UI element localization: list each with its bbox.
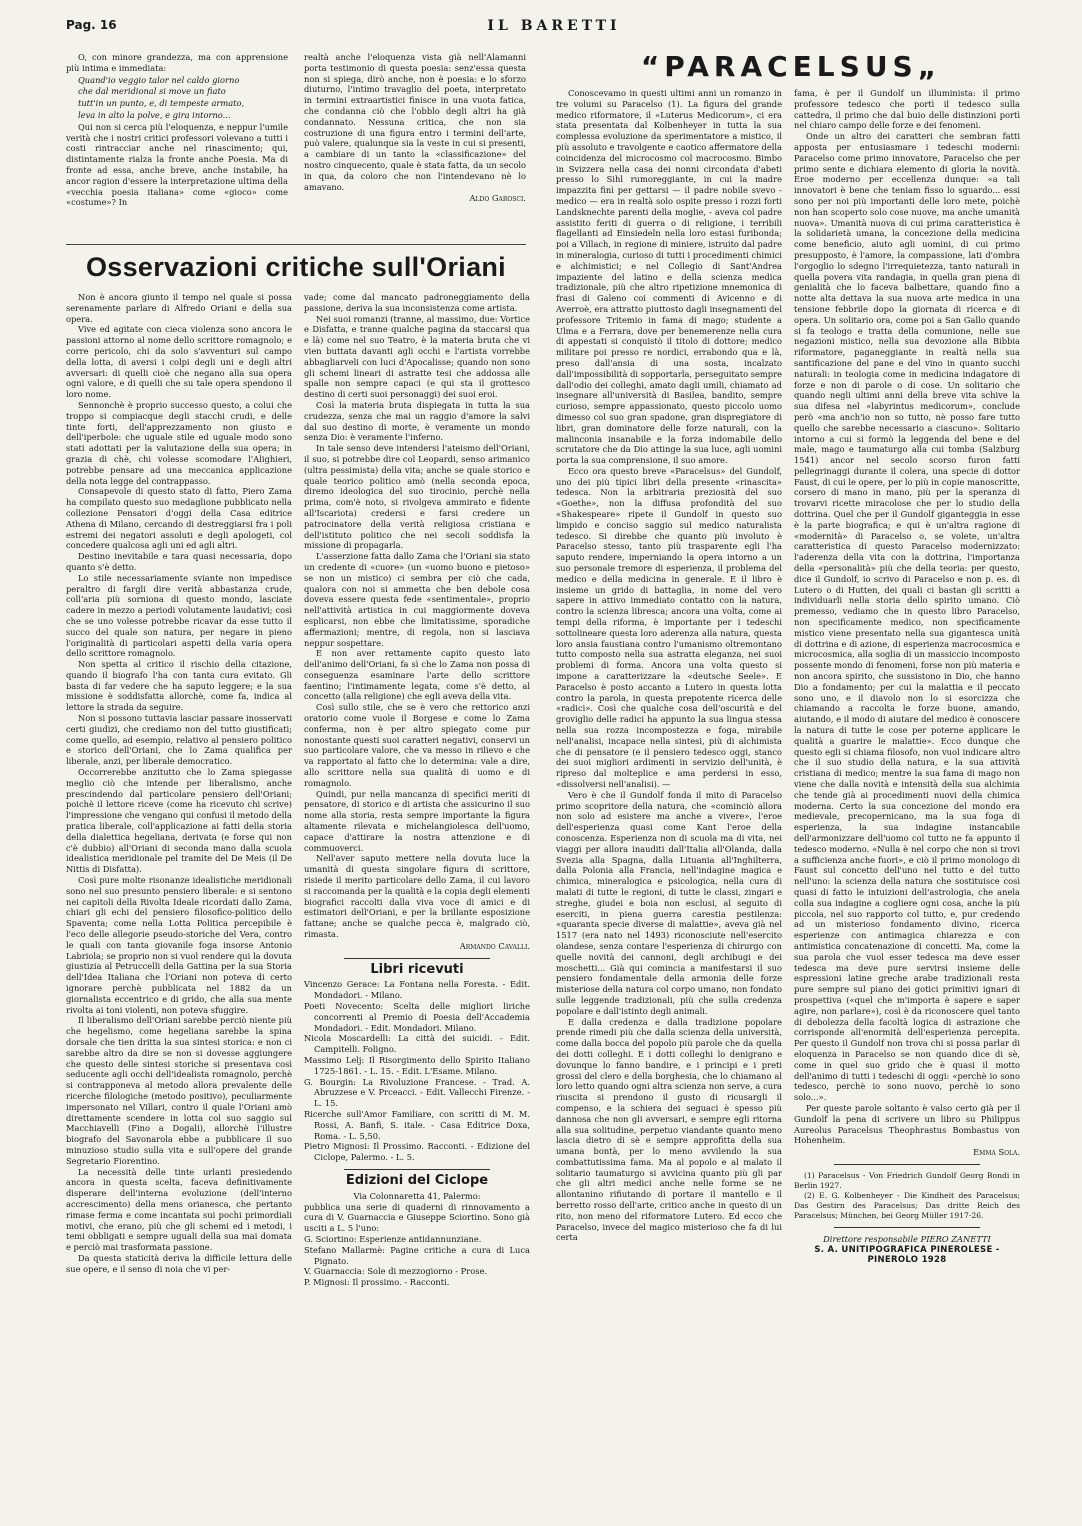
oriani-paragraph: Consapevole di questo stato di fatto, Piero Zama ha compilato questo suo medaglione pubblicato nella collezione Pensatori d'oggi della Casa editrice Athena di Milano, cercando di destreggiarsi fra i poli estremi dei negatori assoluti e degli apologeti, col concedere qualcosa agli uni ed agli altri.	[66, 486, 292, 551]
footnotes	[794, 1171, 1020, 1221]
book-entry: Ricerche sull'Amor Familiare, con scritti di M. M. Rossi, A. Banfi, S. itale. - Casa Editrice Doxa, Roma. - L. 5,50.	[304, 1108, 530, 1141]
oriani-paragraph: Da questa staticità deriva la difficile lettura delle sue opere, e il senso di noia che vi per-	[66, 1252, 292, 1274]
verse-line: Quand'io veggio talor nel caldo giorno	[78, 74, 240, 85]
oriani-paragraph: Così sullo stile, che se è vero che rettorico anzi oratorio come vuole il Borgese e come lo Zama conferma, non è per altro spiegato come pur nonostante questi suoi caratteri negativi, conservi un suo particolare valore, che va messo in rilievo e che va rapportato al fatto che lo determina: vale a dire, allo scrittore nella sua qualità di uomo e di romagnolo.	[304, 702, 530, 788]
verse-line: tutt'in un punto, e, di tempeste armato,	[78, 98, 245, 109]
oriani-paragraph: vade; come dal mancato padroneggiamento della passione, deriva la sua inconsistenza come artista.	[304, 292, 530, 313]
divider	[834, 1227, 980, 1228]
footnote: (2) E. G. Kolbenheyer - Die Kindheit des Paracelsus; Das Gestirn des Paracelsus; Das dritte Reich des Paracelsus; München, bei Georg Müller 1917-26.	[794, 1190, 1020, 1220]
director-line: Direttore responsabile PIERO ZANETTI	[823, 1233, 991, 1244]
paracelsus-paragraph: E dalla credenza e dalla tradizione popolare prende rimedi più che dalla scienza della università, come dalla bocca del popolo più parole che da quella dei dotti colleghi. E i dotti colleghi lo denigrano e dovunque lo fanno bandire, e i principi e i preti grossi del clero e della borghesia, che lo chiamano al loro letto quando ogni altra scienza non serve, a cura riuscita si prendono il gusto di ricusargli il compenso, e la schiera dei seguaci è spesso più dannosa che non gli avversari, e sempre egli ritorna alla sua solitudine, perpetuo viandante quanto meno lascia dietro di sè e sempre approfitta della sua umana bontà, per lo meno avvilendo la sua combattutissima fama. Ma al popolo e al malato il solitario taumaturgo si avvicina quanto più gli par che gli altri medici anche nelle forme se ne allontanino rifiutando di portare il mantello e il berretto rosso dell'arte, critico anche in questo di un rito, non meno del riformatore Lutero. Ed ecco che Paracelso, invece del magico misterioso che fa di lui certa	[556, 1016, 782, 1243]
paracelsus-paragraph: Conoscevamo in questi ultimi anni un romanzo in tre volumi su Paracelso (1). La figura del grande medico riformatore, il «Luterus Medicorum», ci era stata presentata dal Kolbenheyer in tutta la sua complessa evoluzione da sperimentatore a mistico, il più assoluto e travolgente e caotico affermatore della coincidenza del microcosmo col macrocosmo. Bimbo in Svizzera nella casa dei nonni circondata d'abeti presso lo Sihl rumoreggiante, in cui la madre impazzita finì per gettarsi — il padre nobile svevo - medico — era in realtà solo ospite presso i rozzi forti Landsknechte parenti della moglie, - aveva col padre assistito feriti di guerra o di religione, i terribili flagellanti ad Einsiedeln nella loro estasi furibonda; poi a Villach, in regione di miniere, istruito dal padre in mineralogia, curioso di tutti i procedimenti chimici e alchimistici; e nel Collegio di Sant'Andrea impaziente del latino e della scienza medica tradizionale, più che altro ripetizione mnemonica di frasi di Galeno coi commenti di Avicenno e di Averroè, era attratto piuttosto dagli insegnamenti del professore Tritemio in fama di mago; studente a Ulma e a Ferrara, dove per benemerenze nella cura di appestati si conquistò il titolo di dottore; medico militare poi presso re nordici, errabondo qua e là, preso dall'ansia di una sosta, incalzato dall'impossibilità di sopportarla, perseguitato sempre dall'odio dei colleghi, amato dagli umili, chiamato ad insegnare all'università di Basilea, bandito, sempre curioso, sempre appassionato, questo piccolo uomo dimesso col suo gran spadone, gran dispregiatore di libri, gran dominatore delle forze naturali, con la malinconia insanabile e la forza indomabile dello scrutatore che da Dio attinge la sua luce, agli uomini porta la sua comprensione, il suo amore.	[556, 88, 782, 466]
divider	[344, 1169, 490, 1170]
oriani-paragraph: Quindi, pur nella mancanza di specifici meriti di pensatore, di storico e di artista che assicurino il suo nome alla storia, resta sempre importante la figura altamente rilevata e michelangiolesca dell'uomo, capace d'attirare la nostra attenzione e di commuoverci.	[304, 788, 530, 853]
oriani-paragraph: Vive ed agitate con cieca violenza sono ancora le passioni attorno al nome dello scrittore romagnolo; e corre pericolo, chi da solo s'avventuri sul campo della lotta, di aversi i colpi degli uni e degli altri avversari: di quelli cioè che negano alla sua opera ogni valore, e di quelli che su tale opera spendono il loro nome.	[66, 324, 292, 400]
ciclope-entry: V. Guarnaccia: Sole di mezzogiorno - Prose.	[304, 1266, 488, 1277]
ciclope-address: Via Colonnaretta 41, Palermo:	[353, 1190, 481, 1201]
paracelsus-column-1	[556, 88, 782, 1522]
book-entry: Massimo Lelj: Il Risorgimento dello Spirito Italiano 1725-1861. - L. 15. - Edit. L'Esame. Milano.	[304, 1054, 530, 1076]
ciclope-intro: pubblica una serie di quaderni di rinnovamento a cura di V. Guarnaccia e Giuseppe Sciortino. Sono già usciti a L. 5 l'uno:	[304, 1201, 530, 1234]
ciclope-entry: Stefano Mallarmè: Pagine critiche a cura di Luca Pignato.	[304, 1244, 530, 1266]
oriani-column-2	[304, 292, 530, 1522]
section-divider	[66, 244, 526, 245]
book-entry: G. Bourgin: La Rivoluzione Francese. - Trad. A. Abruzzese e V. Prceacci. - Edit. Vallecchi Firenze. - L. 15.	[304, 1076, 530, 1109]
divider	[834, 1164, 980, 1165]
oriani-paragraph: Lo stile necessariamente sviante non impedisce peraltro di fargli dire verità abbastanza crude, coll'aria più sorniona di questo mondo, lasciate cadere in mezzo a periodi volutamente laudativi; così che se uno volesse potrebbe ricavar da esse tutto il succo del quale son natura, per negare in pieno l'originalità di particolari aspetti della varia opera dello scrittore romagnolo.	[66, 572, 292, 659]
paracelsus-paragraph: Vero è che il Gundolf fonda il mito di Paracelso primo scopritore della natura, che «cominciò allora non solo ad esistere ma anche a vivere», l'eroe dell'esperienza quasi come Kant l'eroe della conoscenza. Esperienza non di scuola ma di vita, nei viaggi per allora inauditi dall'Italia all'Olanda, dalla Svezia alla Spagna, dalla Lituania all'Inghilterra, dalla Polonia alla Francia, nell'indagine magica e chimica, mineralogica e psicologica, nella cura di malati di tutte le regioni, di tutte le classi, zingari e streghe, giudei e boia non esclusi, al seguito di eserciti, in piena guerra carestia pestilenza: «quaranta specie diverse di malattie», aveva già nel 1517 (era nato nel 1493) riconosciute nell'esercito olandese, senza contare l'esperienza di chirurgo con quelle novità dei cannoni, degli archibugi e dei moschetti... Già qui comincia a manifestarsi il suo pensiero fondamentale della armonia delle forze misteriose della natura col corpo umano, non fondato sulle leggende tradizionali, più che sulla credenza popolare e dall'istinto degli animali.	[556, 789, 782, 1016]
garosci-column-2	[304, 52, 526, 238]
oriani-paragraph: Così la materia bruta dispiegata in tutta la sua crudezza, senza che mai un raggio d'amore la salvi dal suo destino di morte, è veramente un mondo senza Dio: è veramente l'inferno.	[304, 399, 530, 443]
oriani-paragraph: La necessità delle tinte urlanti presiedendo ancora in questa scelta, faceva definitivamente disperare dell'interna evoluzione (dell'interno accrescimento) della mens orianesca, che pertanto rimase ferma e come incantata sui pochi primordiali motivi, che erano, più che gli schemi ed i metodi, i temi obbligati e sempre uguali della sua mai domata e perciò mai trasformata passione.	[66, 1166, 292, 1253]
masthead	[66, 18, 1042, 40]
paracelsus-title: “PARACELSUS„	[640, 50, 942, 83]
page-number: Pag. 16	[66, 18, 117, 32]
oriani-paragraph: Nell'aver saputo mettere nella dovuta luce la umanità di questa singolare figura di scrittore, risiede il merito particolare dello Zama, il cui lavoro si raccomanda per la qualità e la copia degli elementi biografici raccolti dalla viva voce di amici e di estimatori dell'Oriani, e per la brillante esposizione fattane; anche se qualche pecca è, malgrado ciò, rimasta.	[304, 853, 530, 940]
paracelsus-paragraph: Onde un altro dei caratteri che sembran fatti apposta per entusiasmare i tedeschi moderni: Paracelso come primo innovatore, Paracelso che per primo sente e dichiara elemento di gloria la novità. Eroe moderno per eccellenza dunque: «a tali innovatori è bene che teniam fisso lo sguardo... essi sono per noi più importanti delle loro mete, poichè non han scoperto solo cose nuove, ma anche umanità nuova». Umanità nuova di cui prima caratteristica è la solidarietà umana, la concezione della medicina come beneficio, aiuto agli uomini, di cui primo presupposto, è l'amore, la compassione, lati d'ombra l'orgoglio lo sdegno l'irrequietezza, tanto naturali in quella povera vita randagia, in quella gran piena di genialità che lo faceva balbettare, quando fino a notte alta dettava la sua nuova arte medica in una tensione febbrile dopo la giornata di ricerca e di opera. Un solitario ora, come poi a San Gallo quando si fa teologo e tratta della comunione, nelle sue negazioni mistico, nella sua devozione alla Bibbia riformatore, paganeggiante in realtà nella sua santificazione del pane e del vino in quanto succhi naturali: in teologia come in medicina indagatore di forze e non di parole o di cose. Un solitario che quando negli ultimi anni della breve vita schive la sua difesa nel «labyrintus medicorum», conclude però «ma anch'io non so tutto, nè posso fare tutto quello che sarebbe necessario a ciascuno». Solitario intorno a cui si formò la leggenda del bene e del male, mago e taumaturgo alla cui tomba (Salzburg 1541) ancor nel secolo scorso furon fatti pellegrinaggi durante il colera, una specie di dottor Faust, di cui le opere, per lo più in copie manoscritte, corsero di mano in mano, più per la speranza di trovarvi ricette miracolose che per lo studio della dottrina. Quel che per il Gundolf giganteggia in esse è la parte biografica; e qui è un'altra ragione di «modernità» di Paracelso o, se volete, un'altra caratteristica di questo Paracelso modernizzato: l'aderenza della vita con la dottrina, l'importanza della «personalità» più che della teoria: per questo, dice il Gundolf, io scrivo di Paracelso e non p. es. di Lutero o di Hutten, dei quali ci bastan gli scritti a individuarli nella storia dello spirito umano. Ciò premesso, vediamo che in questo libro Paracelso, non specificamente medico, non specificamente mistico viene presentato nella sua gigantesca unità di dottrina e di azione, di esperienza macrocosmica e microcosmica, alla soglia di un massiccio incomposto possente mondo di fenomeni, forse non più materia e non ancora spirito, che sussistono in Dio, che hanno Dio a fondamento; per cui la malattia e il peccato sono uno, e il diavolo non lo si esorcizza che chiamando a raccolta le forze buone, amando, aiutando, e il modo di aiutare del medico è conoscere la natura di tutte le cose per poterne applicare le qualità a guarire le malattie». Ecco dunque che questo egli si chiama filosofo, non vuol indicare altro che il suo studio della natura, e la sua attività cristiana di medico; mentre la sua fama di mago non viene che dalla novità e intensità della sua alchimia che tende già ai procedimenti nuovi della chimica moderna. Certo la sua concezione del mondo era medievale, precopernicano, ma la sua foga di esperienza, la sua indagine instancabile dell'armonizzare dell'uomo col tutto ne fa appunto il tedesco moderno. «Nulla è nel corpo che non si trovi a sufficienza anche fuori», e ciò il primo monologo di Faust sul concetto dell'uno nel tutto e del tutto nell'uno: la scienza della natura che sostituisce così quasi di fatto le intuizioni dell'astrologia, che anela colla sua indagine a cogliere ogni cosa, anche la più piccola, nel suo rapporto col tutto, e, pur credendo ad un misterioso fondamento divino, ricerca esperienze con antimagica chiarezza e con antimistica concatenazione di concetti. Ma, come la sua parola che vuol esser tedesca ma deve esser tedesca ma deve pure servirsi insieme delle espressioni latine greche arabe tradizionali resta pure sempre sul piano dei gotici primitivi ignari di prospettiva («quel che m'importa è sapere e saper agire, non parlare»), così è da riconoscere quel tanto di debolezza della facoltà logica di astrazione che corrisponde all'enormità dell'esperienza percepita. Per questo il Gundolf non trova chi si possa parlar di eloquenza in Paracelso se non quando dice di sè, come in quel suo grido che è quasi il motto dell'animo di tutti i tedeschi di oggi: «perchè io sono tedesco, perchè io sono nuovo, perchè io sono solo...».	[794, 131, 1020, 1103]
oriani-paragraph: Così pure molte risonanze idealistiche meridionali sono nel suo presunto pensiero liberale: e si sentono nei capitoli della Rivolta Ideale ricordati dallo Zama, chiari gli echi del pensiero filosofico-politico dello Spaventa; come nella Lotta Politica percepibile è l'eco delle allegorie pseudo-storiche del Vera, contro le quali con tanta giovanile foga insorse Antonio Labriola; se proprio non si vuol rendere qui la dovuta giustizia al Petruccelli della Gattina per la sua Storia dell'Idea Italiana che l'Oriani non poteva di certo ignorare perchè pubblicata nel 1882 da un giornalista eccentrico e di grido, che alla sua mente rivolta ai toni violenti, non poteva sfuggire.	[66, 875, 292, 1015]
garosci-paragraph: realtà anche l'eloquenza vista già nell'Alamanni porta testimonio di questa poesia: senz'essa questa non si spiega, dirò anche, non è poesia: e lo sforzo diuturno, l'intimo travaglio del poeta, interpretato in termini extraartistici finisce in una vuota fatica, che condanna ciò che l'obblo degli altri ha già condannato. Nessuna critica, che non sia costruzione di una figura entro i termini dell'arte, può valere, qualunque sia la veste in cui si presenti, a cambiare di un tanto la «classificazione» del nostro cinquecento, quale è stata fatta, da un secolo in qua, da coloro che non l'intendevano nè lo amavano.	[304, 52, 526, 192]
ciclope-entry: G. Sciortino: Esperienze antidannunziane.	[304, 1233, 482, 1244]
paracelsus-paragraph: fama, è per il Gundolf un illuminista: il primo professore tedesco che portì il tedesco sulla cattedra, il primo che dal buio delle distinzioni portì nel chiaro campo delle forze e dei fenomeni.	[794, 88, 1020, 131]
ciclope-heading: Edizioni del Ciclope	[345, 1172, 489, 1188]
oriani-title: Osservazioni critiche sull'Oriani	[86, 252, 506, 282]
garosci-paragraph: O, con minore grandezza, ma con apprensione più intima e immediata:	[66, 52, 288, 73]
oriani-paragraph: Non spetta al critico il rischio della citazione, quando il biografo l'ha con tanta cura evitato. Gli basta di far vedere che ha saputo leggere; e la sua missione è soddisfatta allorchè, come fa, indica al lettore la strada da seguire.	[66, 659, 292, 713]
printer-line: S. A. UNITIPOGRAFICA PINEROLESE - PINEROLO 1928	[814, 1244, 1000, 1266]
oriani-column-1	[66, 292, 292, 1522]
ciclope-entry: P. Mignosi: Il prossimo. - Racconti.	[304, 1277, 450, 1288]
oriani-paragraph: Non si possono tuttavia lasciar passare inosservati certi giudizi, che crediamo non del tutto giustificati; come quello, ad esempio, relativo al pensiero politico e storico dell'Oriani, che lo Zama qualifica per liberale, anzi, per liberale democratico.	[66, 713, 292, 767]
paracelsus-paragraph: Per queste parole soltanto è valso certo già per il Gundolf la pena di scrivere un libro su Philippus Aureolus Paracelsus Theophrastus Bombastus von Hohenheim.	[794, 1102, 1020, 1146]
oriani-paragraph: L'asserzione fatta dallo Zama che l'Oriani sia stato un credente di «cuore» (un «uomo buono e pietoso» se non un mistico) ci sembra per ciò che cada, qualora con noi si ammetta che ben debole cosa doveva essere questa fede «sentimentale», proprio nell'attività artistica in cui maggiormente doveva esplicarsi, non ebbe che limitatissime, sporadiche affermazioni; mentre, di regola, non si lasciava neppur sospettare.	[304, 551, 530, 648]
paracelsus-signature: Emma Sola.	[973, 1147, 1020, 1158]
oriani-paragraph: E non aver rettamente capito questo lato dell'animo dell'Oriani, fa sì che lo Zama non possa di conseguenza esaminare l'arte dello scrittore faentino; l'intimamente legata, come s'è detto, al concetto (alla religione) che egli aveva della vita.	[304, 648, 530, 702]
garosci-signature: Aldo Garosci.	[469, 193, 526, 204]
oriani-paragraph: Nei suoi romanzi (tranne, al massimo, due: Vortice e Disfatta, e tranne qualche pagina da staccarsi qua e là) come nel suo Teatro, è la materia bruta che vi vien buttata davanti agli occhi e l'artista vorrebbe abbagliarveli con luci d'Apocalisse; quando non sono gli schemi lineari di astratte tesi che addossa alle spalle non sempre capaci (e qui sta il grottesco destino di certi suoi personaggi) dei suoi eroi.	[304, 313, 530, 400]
verse-line: leva in alto la polve, e gira intorno...	[78, 109, 231, 120]
oriani-paragraph: Occorrerebbe anzitutto che lo Zama spiegasse meglio ciò che intende per liberalismo, anche prescindendo dal particolare pensiero dell'Oriani; poichè il lettore riceve (come ha ricevuto chi scrive) l'impressione che vengano qui confusi il metodo della pratica liberale, coll'applicazione ai fatti della storia della dialettica hegeliana, derivata (e forse qui non c'è dubbio) all'Oriani di seconda mano dalla scuola idealistica meridionale pel tramite del De Meis (il De Nittis di Disfatta).	[66, 767, 292, 875]
oriani-paragraph: Destino inevitabile e tara quasi necessaria, dopo quanto s'è detto.	[66, 551, 292, 572]
garosci-column-1	[66, 52, 288, 238]
journal-title: IL BARETTI	[487, 18, 621, 34]
book-entry: Pietro Mignosi: Il Prossimo. Racconti. - Edizione del Ciclope, Palermo. - L. 5.	[304, 1141, 530, 1163]
book-entry: Poeti Novecento: Scelta delle migliori liriche concorrenti al Premio di Poesia dell'Accademia Mondadori. - Edit. Mondadori. Milano.	[304, 1001, 530, 1033]
oriani-paragraph: Non è ancora giunto il tempo nel quale si possa serenamente parlare di Alfredo Oriani e della sua opera.	[66, 292, 292, 324]
oriani-paragraph: Il liberalismo dell'Oriani sarebbe perciò niente più che hegelismo, come hegeliana sarebbe la spina dorsale che tien dritta la sua sintesi storica: e non ci sarebbe altro da dire se non si dovesse aggiungere che questo delle sintesi storiche si presentava così seducente agli occhi dell'idealista romagnolo, perchè si contrapponeva al metodo allora prevalente delle ricerche filologiche (metodo positivo), peculiarmente impersonato nel Villari, contro il quale l'Oriani amò direttamente scendere in lotta col suo saggio sul Macchiavelli (Fino a Dogali), allorchè l'illustre biografo del Savonarola ebbe a pubblicare il suo minuzioso studio sulla vita e sull'opere del grande Segretario Fiorentino.	[66, 1015, 292, 1166]
paracelsus-paragraph: Ecco ora questo breve «Paracelsus» del Gundolf, uno dei più tipici libri della presente «rinascita» tedesca. Non la arbitraria preziosità del suo «Goethe», non la diffusa profondità del suo «Shakespeare» ripete il Gundolf in questo suo limpido e conciso saggio sul medico naturalista tedesco. Si direbbe che quanto più involuto è Paracelso stesso, tanto più trasparente egli l'ha saputo rendere, imperniando la opera intorno a un suo personale tremore di esperienza, il problema del medico e della medicina in generale. E il libro è insieme un grido di battaglia, in nome del vero sapere in attivo immediato contatto con la natura, contro la scienza libresca; ancora una volta, come ai tempi della riforma, è importante per i tedeschi sottolineare questa loro aderenza alla natura, questa loro ansia faustiana contro l'umanismo oltremontano tutto composto nella sua astratta eleganza, nei suoi problemi di forma. Ancora una volta questo si impone a caratterizzare la «deutsche Seele». E Paracelso è posto accanto a Lutero in questa lotta contro la parola, in questa prepotente ricerca delle «radici». Così che qualche cosa dell'oscurità e del groviglio delle radici ha appunto la sua lingua stessa nella sua rozza incompostezza e foga, mirabile nell'analisi, incapace nella sintesi, più di alchimista che di pensatore (e il pensiero tedesco oggi, stanco dei suoi migliori ardimenti in servizio dell'unità, è ripreso dal molteplice e ama perdersi in esso, «dissolversi nell'analisi). —	[556, 465, 782, 789]
oriani-paragraph: In tale senso deve intendersi l'ateismo dell'Oriani, il suo, si potrebbe dire col Leopardi, senso arimanico (ultra pessimista) della vita; anche se quale storico e quale teorico politico amò (nella seconda epoca, diremo ideologica del suo tirocinio, perchè nella prima, com'è noto, si rivolgeva ammirato e fidente all'Iscariota) credersi e farsi credere un patrocinatore della verità religiosa cristiana e dell'istituto politico che nei secoli soddisfa la missione di propagarla.	[304, 443, 530, 551]
book-entry: Vincenzo Gerace: La Fontana nella Foresta. - Edit. Mondadori. - Milano.	[304, 979, 530, 1001]
footnote: (1) Paracelsus - Von Friedrich Gundolf Georg Bondi in Berlin 1927.	[794, 1170, 1020, 1190]
divider	[344, 958, 490, 959]
garosci-paragraph: Qui non si cerca più l'eloquenza, e neppur l'umile verità che i nostri critici professori volevano a tutti i costi rintracciar anche nel rinascimento; qui, distintamente rialza la fronte anche Poesia. Ma di fronte ad essa, anche breve, anche instabile, ha ancor ragion d'essere la interpretazione ultima della «vecchia poesia italiana» come «gioco» come «costume»? In	[66, 121, 288, 208]
oriani-paragraph: Sennonchè è proprio successo questo, a colui che troppo si compiacque degli stacchi crudi, e delle tinte forti, dell'apprezzamento non giusto e dell'iperbole: che uguale stile ed uguale modo sono stati adottati per la valutazione della sua opera; in grazia di chè, chi volesse scomodare l'Alighieri, potrebbe pensare ad una meccanica applicazione della nota legge del contrappasso.	[66, 399, 292, 486]
paracelsus-column-2	[794, 88, 1020, 1522]
book-entry: Nicola Moscardelli: La città dei suicidi. - Edit. Campitelli. Foligno.	[304, 1033, 530, 1055]
verse-line: che dal meridional si move un fiato	[78, 86, 226, 97]
oriani-signature: Armando Cavalli.	[459, 940, 530, 951]
libri-heading: Libri ricevuti	[370, 961, 464, 977]
